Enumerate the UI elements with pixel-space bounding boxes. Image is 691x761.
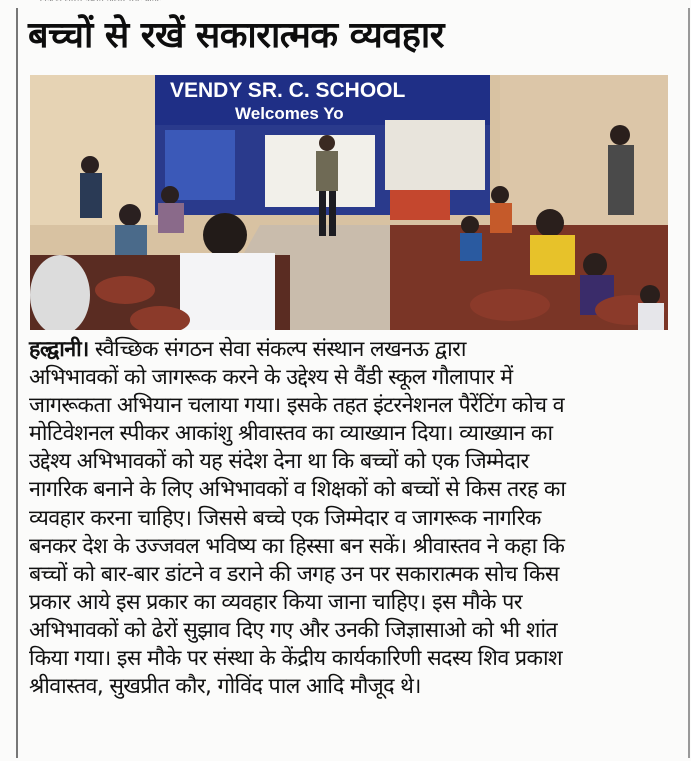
article-line-1 — [29, 336, 674, 364]
article-line-8: बनकर देश के उज्जवल भविष्य का हिस्सा बन सकें। श्रीवास्तव ने कहा कि — [29, 533, 565, 559]
dateline: हल्द्वानी। — [29, 337, 89, 362]
event-photo-illustration — [30, 75, 668, 330]
event-photo — [30, 75, 668, 330]
article-line-11: अभिभावकों को ढेरों सुझाव दिए गए और उनकी जिज्ञासाओ को भी शांत — [29, 617, 558, 643]
article-line-13: श्रीवास्तव, सुखप्रीत कौर, गोविंद पाल आदि मौजूद थे। — [29, 674, 421, 700]
article-line-2: अभिभावकों को जागरूक करने के उद्देश्य से वैंडी स्कूल गौलापार में — [29, 365, 513, 391]
speaker-vest — [316, 151, 338, 191]
article-line-3: जागरूकता अभियान चलाया गया। इसके तहत इंटरनेशनल पैरेंटिंग कोच व — [29, 393, 564, 419]
article-line-9: बच्चों को बार-बार डांटने व डराने की जगह उन पर सकारात्मक सोच किस — [29, 561, 559, 587]
article-line-7: व्यवहार करना चाहिए। जिससे बच्चे एक जिम्मेदार व जागरूक नागरिक — [29, 505, 541, 531]
article-line-6: नागरिक बनाने के लिए अभिभावकों व शिक्षकों को बच्चों से किस तरह का — [29, 477, 566, 503]
article-line-4: मोटिवेशनल स्पीकर आकांशु श्रीवास्तव का व्याख्यान दिया। व्याख्यान का — [29, 421, 553, 447]
previous-article-strip — [40, 0, 600, 1]
article-line-10: प्रकार आये इस प्रकार का व्यवहार किया जाना चाहिए। इस मौके पर — [29, 589, 522, 615]
banner-line2: Welcomes Yo — [235, 104, 344, 123]
article-line-1-text: स्वैच्छिक संगठन सेवा संकल्प संस्थान लखनऊ द्वारा — [88, 337, 466, 362]
banner-line1: VENDY SR. C. SCHOOL — [170, 79, 406, 102]
column-rule-left — [16, 8, 18, 758]
column-rule-right — [688, 8, 690, 758]
speaker-head — [319, 135, 335, 151]
headline: बच्चों से रखें सकारात्मक व्यवहार — [28, 15, 444, 56]
article-body — [29, 336, 674, 701]
article-line-12: किया गया। इस मौके पर संस्था के केंद्रीय कार्यकारिणी सदस्य शिव प्रकाश — [29, 646, 563, 672]
article-line-5: उद्देश्य अभिभावकों को यह संदेश देना था कि बच्चों को एक जिम्मेदार — [29, 449, 529, 475]
